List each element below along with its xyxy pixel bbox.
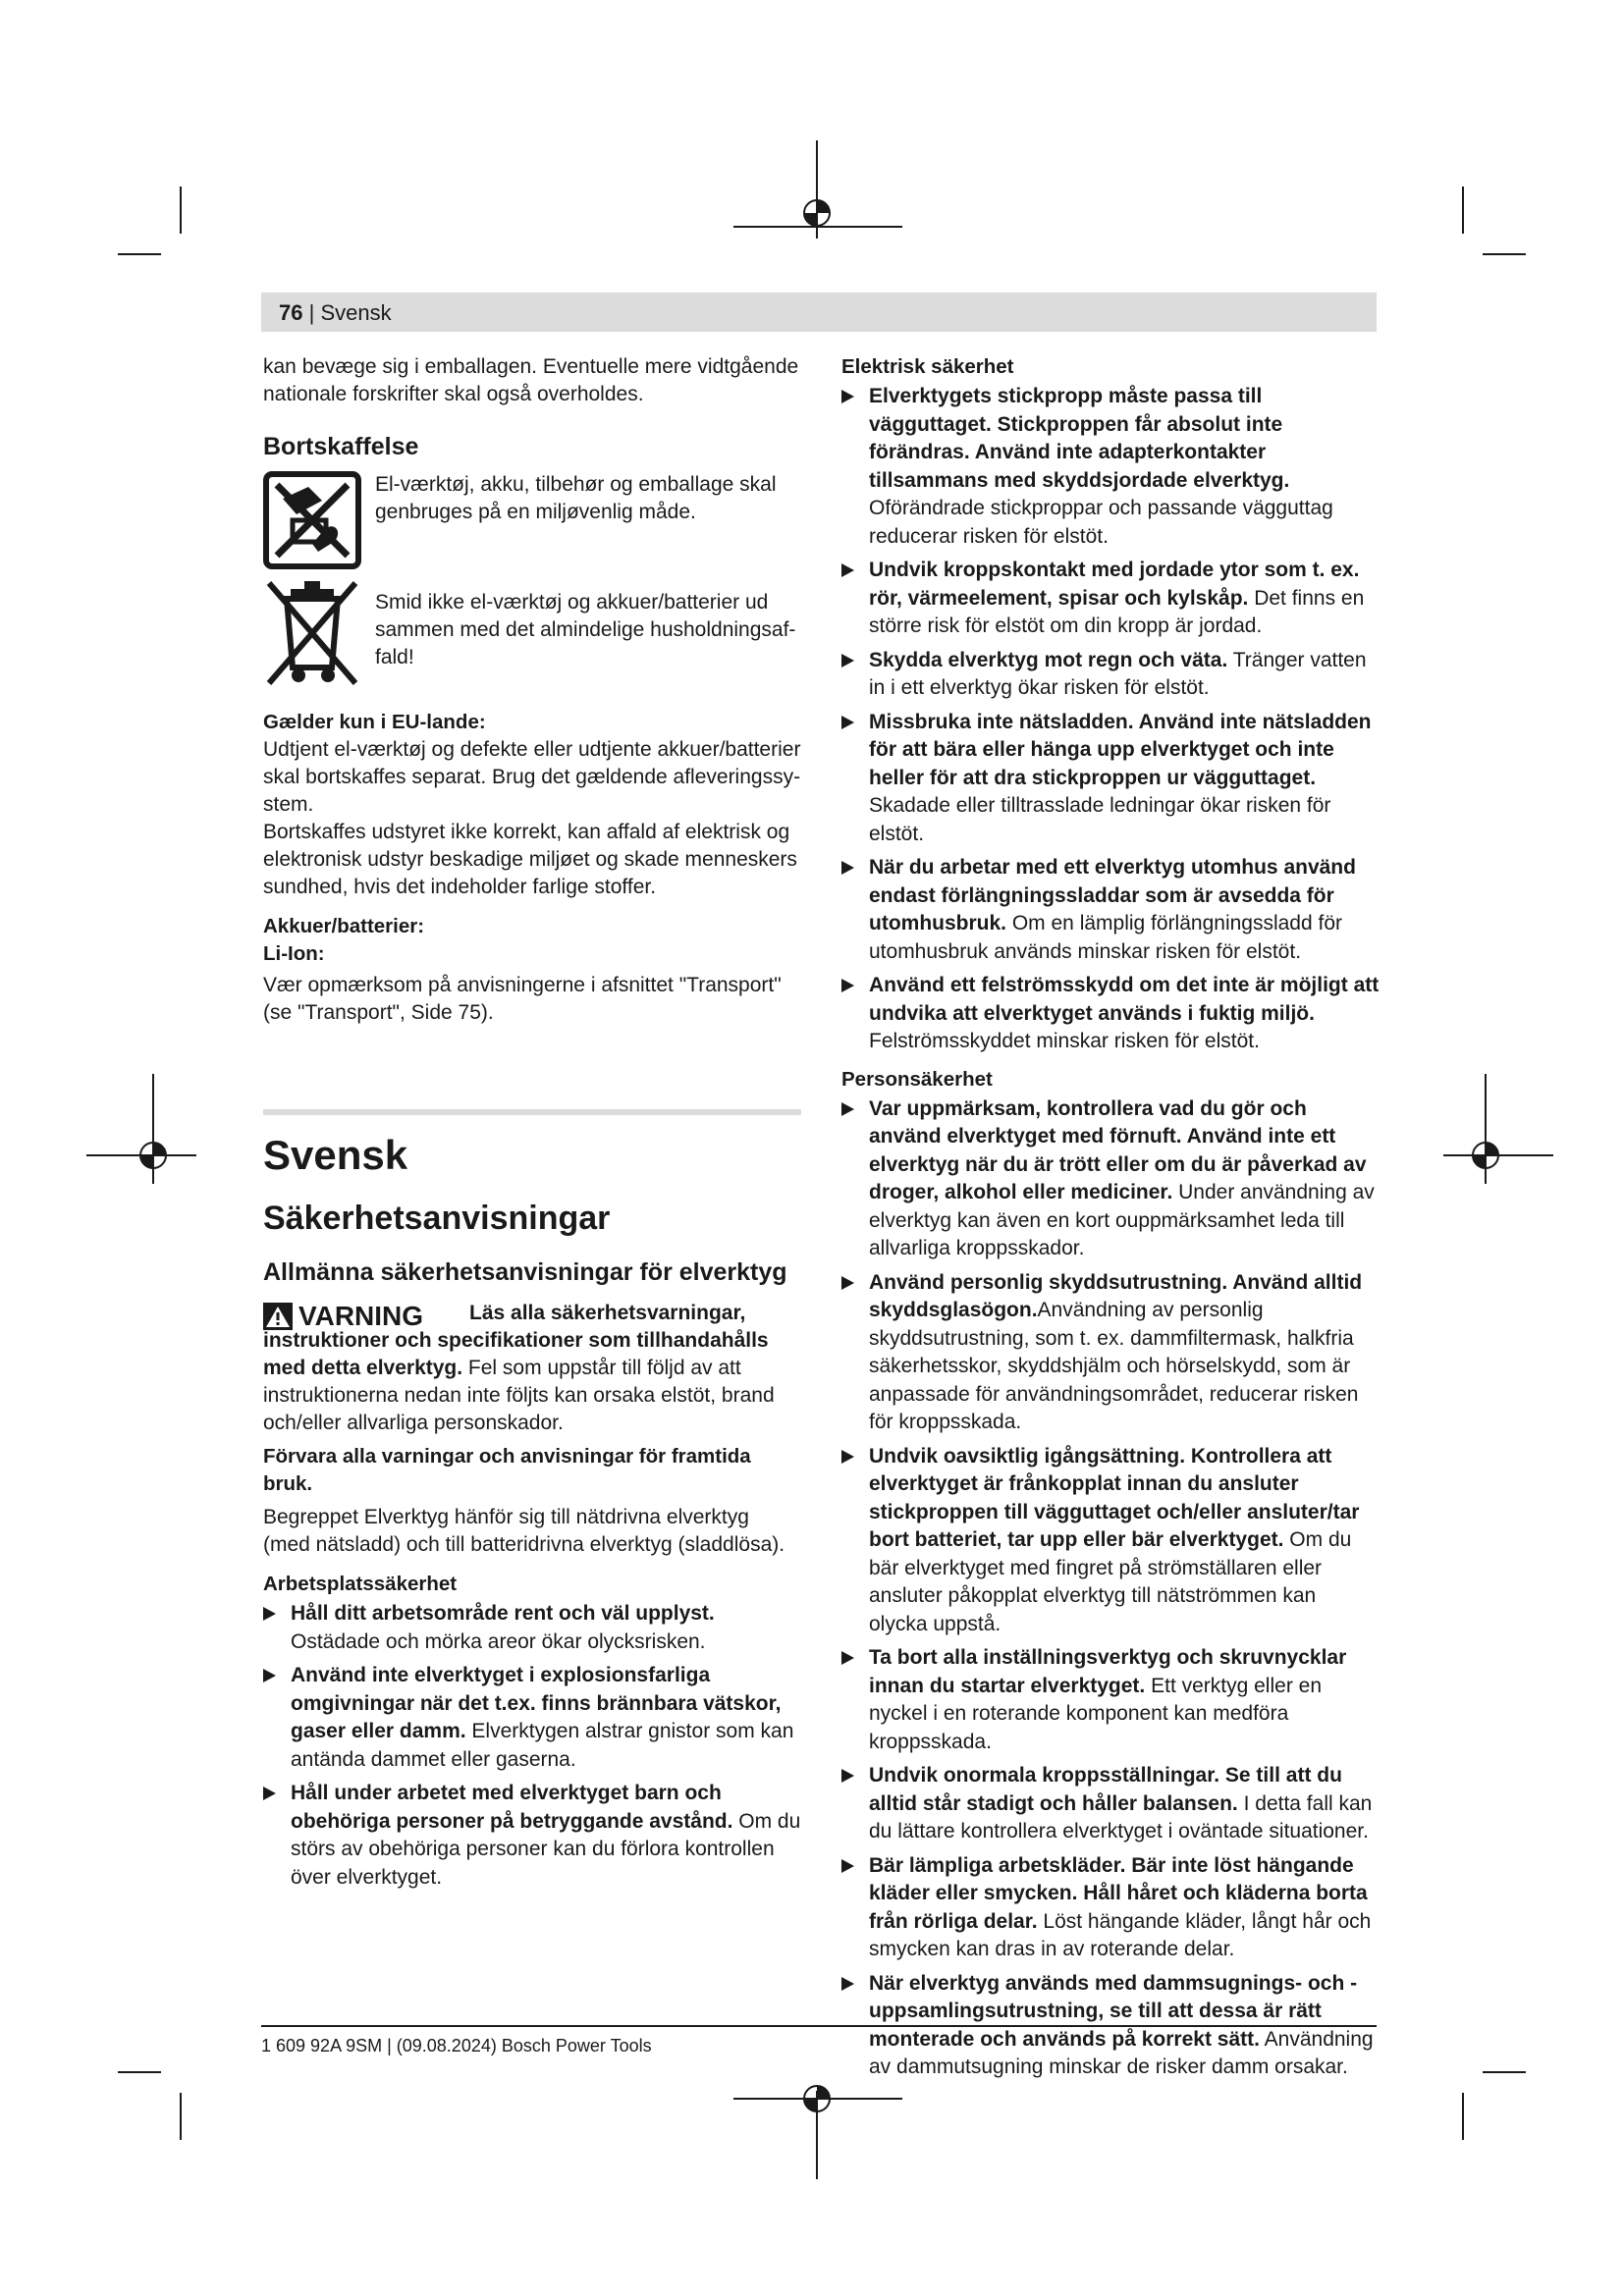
list-item: Bär lämpliga arbetskläder. Bär inte löst hängande kläder eller smycken. Håll håret och kläderna borta från rörliga delar. Löst hängande kläder, långt hår och smycken kan dras in av roterande delar. xyxy=(841,1852,1380,1964)
registration-mark-icon xyxy=(136,1139,170,1172)
workplace-heading: Arbetsplatssäkerhet xyxy=(263,1573,458,1595)
crossed-bin-icon xyxy=(263,575,361,689)
list-item: Undvik kroppskontakt med jordade ytor som t. ex. rör, värmeelement, spisar och kylskåp. Det finns en större risk för elstöt om din kropp är jordad. xyxy=(841,557,1380,641)
bullet-arrow-icon xyxy=(263,1787,276,1800)
personal-heading: Personsäkerhet xyxy=(841,1067,993,1091)
header-language: Svensk xyxy=(320,300,392,325)
liion-text: Vær opmærksom på anvisningerne i afsnittet "Transport" (se "Transport", Side 75). xyxy=(263,974,782,1024)
list-item: När elverktyg används med dammsugnings- och -uppsamlingsutrustning, se till att dessa är rätt monterade och används på korrekt sätt. Användning av dammutsugning minskar de risker damm orsakar. xyxy=(841,1970,1380,2082)
registration-mark-icon xyxy=(1469,1139,1502,1172)
intro-text: kan bevæge sig i emballagen. Eventuelle mere vidtgående nationale forskrifter skal også overholdes. xyxy=(263,355,799,405)
eu-text-1: Udtjent el-værktøj og defekte eller udtjente akkuer/batterier skal bortskaffes separat. Brug det gældende afleveringssystem. xyxy=(263,738,801,816)
keep-all-instructions: Förvara alla varningar och anvisningar för framtida bruk. xyxy=(263,1445,751,1495)
term-text: Begreppet Elverktyg hänför sig till nätdrivna elverktyg (med nätsladd) och till batteridrivna elverktyg (sladdlösa). xyxy=(263,1506,785,1556)
bullet-arrow-icon xyxy=(841,1977,854,1991)
list-item: Missbruka inte nätsladden. Använd inte nätsladden för att bära eller hänga upp elverktyget och inte heller för att dra stickproppen ur vägguttaget. Skadade eller tilltrasslade ledningar ökar risken för elstöt. xyxy=(841,709,1380,849)
eu-text-2: Bortskaffes udstyret ikke korrekt, kan affald af elektrisk og elektronisk udstyr beskadige miljøet og skade menneskers sundhed, hvis det indeholder farlige stoffer. xyxy=(263,821,797,898)
warning-triangle-icon xyxy=(263,1303,293,1330)
list-item: Använd inte elverktyget i explosionsfarliga omgivningar när det t.ex. finns brännbara vätskor, gaser eller damm. Elverktygen alstrar gnistor som kan antända dammet eller gaserna. xyxy=(263,1662,801,1774)
disposal-text-2: Smid ikke el-værktøj og akkuer/batterier ud sammen med det almindelige husholdningsaffald! xyxy=(375,591,796,668)
safety-title: Säkerhetsanvisningar xyxy=(263,1200,611,1237)
list-item: När du arbetar med ett elverktyg utomhus använd endast förlängningssladdar som är avsedda för utomhusbruk. Om en lämplig förlängningssladd för utomhusbruk används minskar risken för elstöt. xyxy=(841,854,1380,966)
battery-heading: Akkuer/batterier: xyxy=(263,915,425,937)
left-column xyxy=(263,353,801,1892)
bullet-arrow-icon xyxy=(841,979,854,992)
bullet-arrow-icon xyxy=(841,1450,854,1464)
footer-text: 1 609 92A 9SM | (09.08.2024) Bosch Power Tools xyxy=(261,2036,652,2056)
bullet-arrow-icon xyxy=(841,716,854,729)
page-number: 76 xyxy=(279,300,303,325)
section-divider xyxy=(263,1109,801,1115)
electric-heading: Elektrisk säkerhet xyxy=(841,355,1014,378)
bullet-arrow-icon xyxy=(841,1276,854,1290)
list-item: Var uppmärksam, kontrollera vad du gör och använd elverktyget med förnuft. Använd inte ett elverktyg när du är trött eller om du är påverkad av droger, alkohol eller mediciner. Under användning av elverktyg kan även en kort ouppmärksamhet leda till allvarliga kroppsskador. xyxy=(841,1095,1380,1263)
list-item: Ta bort alla inställningsverktyg och skruvnycklar innan du startar elverktyget. Ett verktyg eller en nyckel i en roterande komponent kan medföra kroppsskada. xyxy=(841,1644,1380,1756)
disposal-row-2 xyxy=(263,575,801,689)
liion-heading: Li-Ion: xyxy=(263,942,325,965)
general-safety-title: Allmänna säkerhetsanvisningar för elverktyg xyxy=(263,1258,787,1286)
bullet-arrow-icon xyxy=(841,861,854,875)
page-header: 76 | Svensk xyxy=(279,300,392,325)
header-bar xyxy=(261,293,1377,332)
recycle-tool-icon xyxy=(263,471,361,569)
warning-bold-text: Läs alla säkerhetsvarningar, instruktioner och specifikationer som tillhandahålls med detta elverktyg. xyxy=(263,1302,769,1379)
bullet-arrow-icon xyxy=(841,1769,854,1783)
bullet-arrow-icon xyxy=(841,654,854,667)
list-item: Elverktygets stickpropp måste passa till vägguttaget. Stickproppen får absolut inte förändras. Använd inte adapterkontakter tillsammans med skyddsjordade elverktyg. Oförändrade stickproppar och passande vägguttag reducerar risken för elstöt. xyxy=(841,383,1380,551)
disposal-text-1: El-værktøj, akku, tilbehør og emballage skal genbruges på en miljøvenlig måde. xyxy=(375,473,777,523)
list-item: Undvik oavsiktlig igångsättning. Kontrollera att elverktyget är frånkopplat innan du ansluter stickproppen till vägguttaget och/eller ansluter/tar bort batteriet, tar upp eller bär elverktyget. Om du bär elverktyget med fingret på strömställaren eller ansluter påkopplat elverktyg till nätströmmen kan olycka uppstå. xyxy=(841,1443,1380,1639)
warning-label: VARNING xyxy=(298,1301,424,1331)
list-item: Håll ditt arbetsområde rent och väl upplyst. Ostädade och mörka areor ökar olycksrisken. xyxy=(263,1600,801,1656)
list-item: Använd personlig skyddsutrustning. Använd alltid skyddsglasögon.Användning av personlig skyddsutrustning, som t. ex. dammfiltermask, halkfria säkerhetsskor, skyddshjälm och hörselskydd, som är anpassade för användningsområdet, reducerar risken för kroppsskada. xyxy=(841,1269,1380,1437)
bullet-arrow-icon xyxy=(841,1102,854,1116)
bullet-arrow-icon xyxy=(841,1651,854,1665)
list-item: Skydda elverktyg mot regn och väta. Tränger vatten in i ett elverktyg ökar risken för elstöt. xyxy=(841,647,1380,703)
bullet-arrow-icon xyxy=(263,1607,276,1621)
right-column xyxy=(841,353,1380,2082)
footer-rule xyxy=(261,2025,1377,2027)
bullet-arrow-icon xyxy=(263,1669,276,1682)
list-item: Undvik onormala kroppsställningar. Se till att du alltid står stadigt och håller balansen. I detta fall kan du lättare kontrollera elverktyget i oväntade situationer. xyxy=(841,1762,1380,1846)
registration-mark-icon xyxy=(800,196,834,230)
disposal-heading: Bortskaffelse xyxy=(263,433,419,460)
bullet-arrow-icon xyxy=(841,1859,854,1873)
eu-heading: Gælder kun i EU-lande: xyxy=(263,711,486,733)
bullet-arrow-icon xyxy=(841,563,854,577)
language-title: Svensk xyxy=(263,1132,408,1178)
bullet-arrow-icon xyxy=(841,390,854,403)
list-item: Använd ett felströmsskydd om det inte är möjligt att undvika att elverktyget används i fuktig miljö. Felströmsskyddet minskar risken för elstöt. xyxy=(841,972,1380,1056)
registration-mark-icon xyxy=(800,2082,834,2115)
disposal-row-1 xyxy=(263,471,801,569)
list-item: Håll under arbetet med elverktyget barn och obehöriga personer på betryggande avstånd. Om du störs av obehöriga personer kan du förlora kontrollen över elverktyget. xyxy=(263,1780,801,1892)
warning-rest-text: Fel som uppstår till följd av att instruktionerna nedan inte följts kan orsaka elstöt, brand och/eller allvarliga personskador. xyxy=(263,1357,775,1434)
